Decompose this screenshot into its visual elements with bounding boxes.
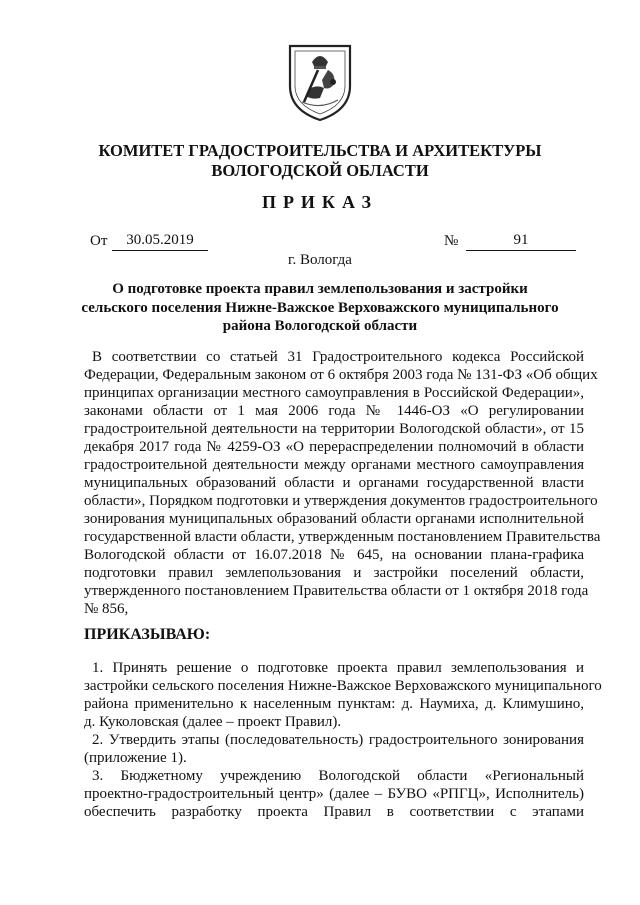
order-items	[84, 659, 602, 821]
text-line: утвержденного постановлением Правительства области от 1 октября 2018 года	[84, 583, 589, 599]
date-label: От	[90, 233, 108, 249]
order-directive-word: ПРИКАЗЫВАЮ:	[84, 626, 211, 643]
organization-name-line2: ВОЛОГОДСКОЙ ОБЛАСТИ	[211, 161, 429, 180]
coat-of-arms-emblem	[284, 40, 356, 124]
item-line: д. Куколовская (далее – проект Правил).	[84, 714, 342, 730]
subject-line: О подготовке проекта правил землепользования и застройки	[112, 281, 528, 297]
text-line: муниципальных образований области и органами государственной власти	[84, 475, 584, 491]
item-line: застройки сельского поселения Нижне-Важское Верховажского муниципального	[84, 678, 602, 694]
text-line: № 856,	[84, 601, 129, 617]
text-line: области», Порядком подготовки и утверждения документов градостроительного	[84, 493, 598, 509]
text-line: подготовки правил землепользования и застройки поселений области,	[84, 565, 584, 581]
text-line: законами области от 1 мая 2006 года № 1446-ОЗ «О регулировании	[84, 403, 584, 419]
order-date: 30.05.2019	[112, 232, 208, 251]
text-line: В соответствии со статьей 31 Градостроительного кодекса Российской	[92, 349, 584, 365]
text-line: Вологодской области от 16.07.2018 № 645, на основании плана-графика	[84, 547, 584, 563]
item-line: 3. Бюджетному учреждению Вологодской области «Региональный	[92, 768, 584, 784]
order-number: 91	[466, 232, 576, 251]
subject-line: района Вологодской области	[222, 318, 418, 334]
organization-name-line1: КОМИТЕТ ГРАДОСТРОИТЕЛЬСТВА И АРХИТЕКТУРЫ	[98, 141, 542, 160]
preamble-paragraph	[84, 348, 601, 618]
text-line: государственной власти области, утвержденным постановлением Правительства	[84, 529, 601, 545]
item-line: обеспечить разработку проекта Правил в соответствии с этапами	[84, 804, 584, 820]
document-type-title: ПРИКАЗ	[261, 192, 379, 212]
item-line: 2. Утвердить этапы (последовательность) градостроительного зонирования	[92, 732, 584, 748]
subject-line: сельского поселения Нижне-Важское Верховажского муниципального	[81, 299, 559, 316]
city-name: г. Вологда	[288, 252, 352, 268]
number-label: №	[444, 233, 459, 249]
text-line: принципах организации местного самоуправления в Российской Федерации»,	[84, 385, 584, 401]
item-line: района применительно к населенным пунктам: д. Наумиха, д. Климушино,	[84, 696, 584, 712]
text-line: градостроительной деятельности на территории Вологодской области», от 15	[84, 421, 584, 437]
item-line: (приложение 1).	[84, 750, 187, 766]
text-line: Федерации, Федеральным законом от 6 октября 2003 года № 131-ФЗ «Об общих	[84, 367, 598, 383]
item-line: проектно-градостроительный центр» (далее – БУВО «РПГЦ», Исполнитель)	[84, 786, 584, 802]
order-subject	[80, 280, 560, 336]
text-line: зонирования муниципальных образований области органами исполнительной	[84, 511, 584, 527]
item-line: 1. Принять решение о подготовке проекта правил землепользования и	[92, 660, 584, 676]
text-line: градостроительной деятельности между органами местного самоуправления	[84, 457, 584, 473]
text-line: декабря 2017 года № 4259-ОЗ «О перераспределении полномочий в области	[84, 439, 584, 455]
